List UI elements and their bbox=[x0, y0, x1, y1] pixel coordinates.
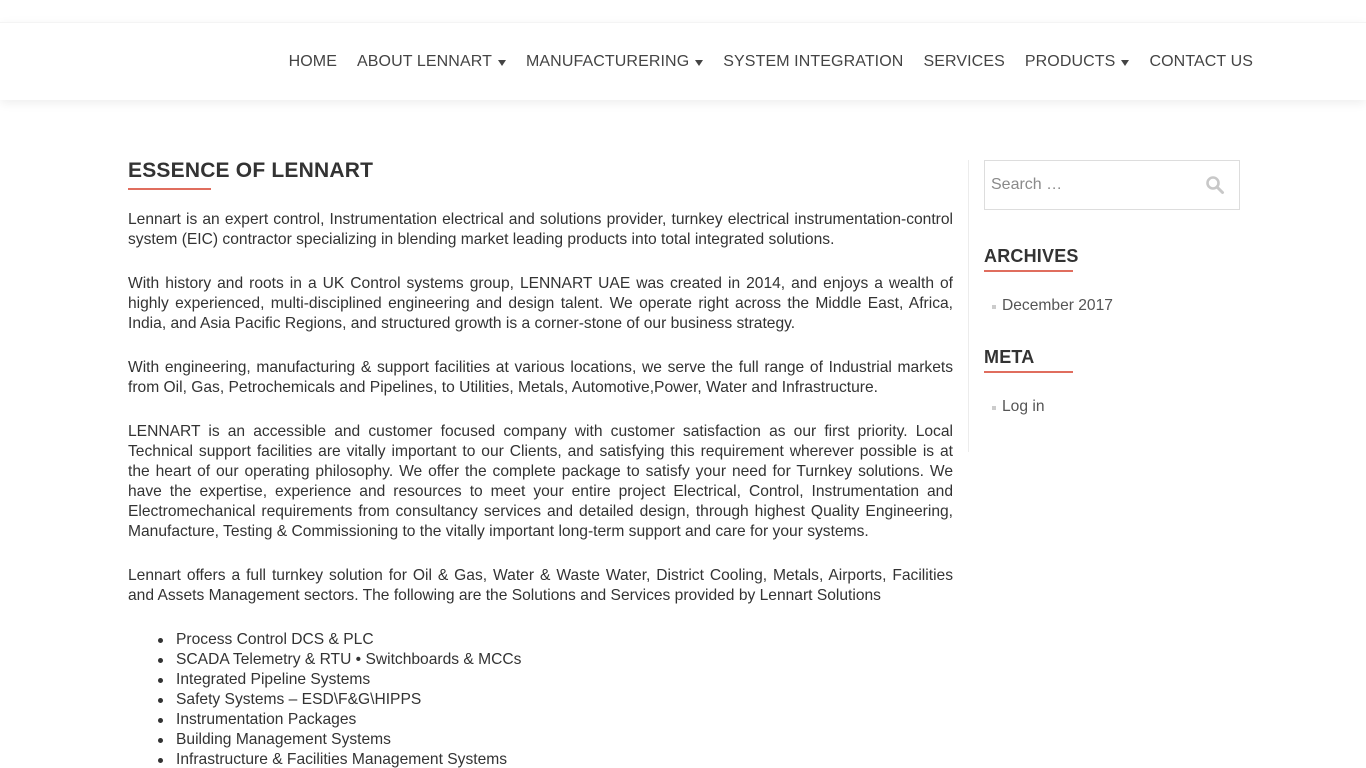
archives-underline bbox=[984, 270, 1073, 272]
meta-widget bbox=[984, 346, 1240, 417]
square-bullet-icon bbox=[992, 406, 996, 410]
list-item: Integrated Pipeline Systems bbox=[176, 670, 953, 690]
archives-list bbox=[984, 296, 1240, 316]
square-bullet-icon bbox=[992, 305, 996, 309]
archives-widget bbox=[984, 245, 1240, 316]
meta-title: META bbox=[984, 347, 1035, 367]
nav-item-home[interactable] bbox=[289, 53, 337, 71]
nav-item-label: PRODUCTS bbox=[1024, 53, 1116, 70]
archives-title: ARCHIVES bbox=[984, 246, 1079, 266]
intro-paragraph: Lennart is an expert control, Instrumentation electrical and solutions provider, turnkey electrical instrumentation-control system (EIC) contractor specializing in blending market leading products into total integrated solutions. bbox=[128, 211, 953, 248]
login-link-label: Log in bbox=[1002, 398, 1045, 415]
nav-item-system-integration[interactable] bbox=[723, 53, 903, 71]
caret-down-icon bbox=[1121, 60, 1129, 66]
title-underline bbox=[128, 188, 211, 190]
markets-paragraph: With engineering, manufacturing & support facilities at various locations, we serve the full range of Industrial markets from Oil, Gas, Petrochemicals and Pipelines, to Utilities, Metals, Automotive,Power, Water and Infrastructure. bbox=[128, 359, 953, 396]
meta-underline bbox=[984, 371, 1073, 373]
list-item: Infrastructure & Facilities Management Systems bbox=[176, 750, 953, 768]
nav-item-services[interactable] bbox=[923, 53, 1004, 71]
site-header bbox=[0, 22, 1366, 100]
nav-item-products[interactable] bbox=[1025, 53, 1130, 71]
history-paragraph: With history and roots in a UK Control systems group, LENNART UAE was created in 2014, and enjoys a wealth of highly experienced, multi-disciplined engineering and design talent. We operate right across the Middle East, Africa, India, and Asia Pacific Regions, and structured growth is a corner-stone of our business strategy. bbox=[128, 275, 953, 332]
nav-item-label: ABOUT LENNART bbox=[357, 53, 492, 70]
main-nav bbox=[289, 23, 1253, 101]
main-content bbox=[128, 158, 953, 768]
nav-item-label: HOME bbox=[288, 53, 337, 70]
list-item: Instrumentation Packages bbox=[176, 710, 953, 730]
sidebar-divider bbox=[968, 160, 969, 452]
nav-item-label: SERVICES bbox=[923, 53, 1005, 70]
search-form bbox=[984, 160, 1240, 210]
list-item: SCADA Telemetry & RTU • Switchboards & MCCs bbox=[176, 650, 953, 670]
search-icon[interactable] bbox=[1205, 175, 1225, 195]
list-item: Process Control DCS & PLC bbox=[176, 630, 953, 650]
caret-down-icon bbox=[498, 60, 506, 66]
nav-item-manufacturing[interactable] bbox=[526, 53, 703, 71]
nav-item-label: SYSTEM INTEGRATION bbox=[723, 53, 904, 70]
solutions-paragraph: Lennart offers a full turnkey solution for Oil & Gas, Water & Waste Water, District Cooling, Metals, Airports, Facilities and Assets Management sectors. The following are the Solutions and Services provided by Lennart Solutions bbox=[128, 567, 953, 604]
archive-link-label: December 2017 bbox=[1002, 297, 1113, 314]
archive-link-december-2017[interactable] bbox=[984, 296, 1240, 316]
philosophy-paragraph: LENNART is an accessible and customer focused company with customer satisfaction as our first priority. Local Technical support facilities are vitally important to our Clients, and satisfying this requirement wherever possible is at the heart of our operating philosophy. We offer the complete package to satisfy your need for Turnkey solutions. We have the expertise, experience and resources to meet your entire project Electrical, Control, Instrumentation and Electromechanical requirements from consultancy services and detailed design, through highest Quality Engineering, Manufacture, Testing & Commissioning to the vitally important long-term support and care for your systems. bbox=[128, 423, 953, 540]
nav-item-about-lennart[interactable] bbox=[357, 53, 506, 71]
meta-list bbox=[984, 397, 1240, 417]
search-input[interactable] bbox=[985, 161, 1185, 209]
solutions-list bbox=[128, 630, 953, 768]
nav-item-label: CONTACT US bbox=[1149, 53, 1253, 70]
sidebar bbox=[984, 160, 1240, 417]
page-title: ESSENCE OF LENNART bbox=[128, 159, 374, 182]
nav-item-label: MANUFACTURERING bbox=[525, 53, 690, 70]
caret-down-icon bbox=[695, 60, 703, 66]
list-item: Safety Systems – ESD\F&G\HIPPS bbox=[176, 690, 953, 710]
nav-item-contact-us[interactable] bbox=[1149, 53, 1253, 71]
top-bar bbox=[0, 0, 1366, 22]
list-item: Building Management Systems bbox=[176, 730, 953, 750]
login-link[interactable] bbox=[984, 397, 1240, 417]
